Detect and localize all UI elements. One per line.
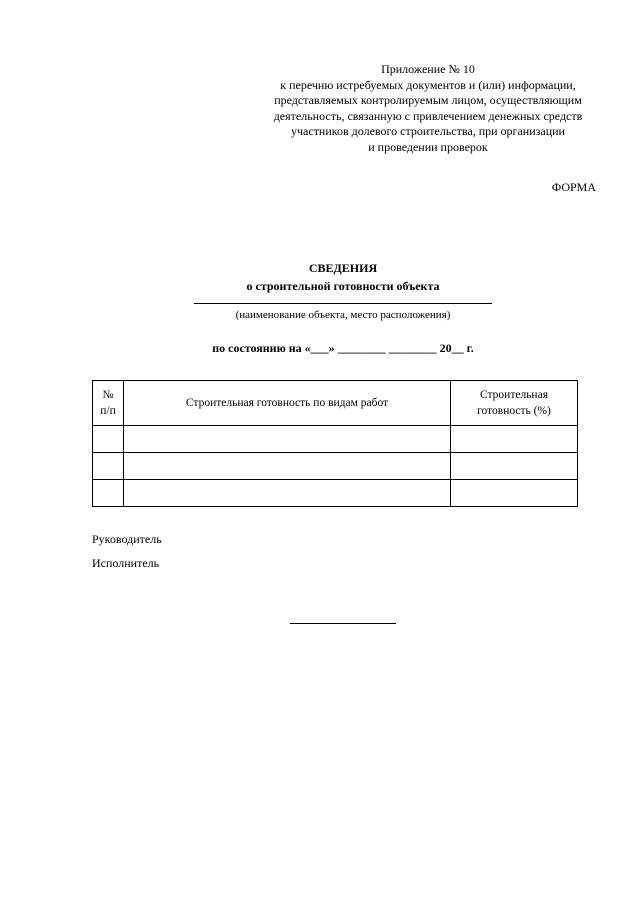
form-label: ФОРМА [551,180,596,194]
header-works: Строительная готовность по видам работ [124,381,451,426]
appendix-line: деятельность, связанную с привлечением денежных средств [273,108,583,123]
header-percent-line2: готовность (%) [477,405,551,417]
title-subheading: о строительной готовности объекта [246,279,440,293]
header-percent [451,381,578,426]
appendix-line: представляемых контролируемым лицом, осуществляющим [274,93,582,107]
appendix-header [240,62,616,155]
table-header-row [93,381,578,426]
cell-number [93,453,124,480]
cell-works [124,480,451,507]
cell-percent [451,480,578,507]
signature-line [290,623,396,624]
header-number-line2: п/п [100,405,116,417]
table-row [93,426,578,453]
table-row [93,453,578,480]
cell-works [124,453,451,480]
date-line: по состоянию на «___» ________ ________ 20__ г. [212,341,474,355]
table-row [93,480,578,507]
readiness-table [92,380,578,507]
appendix-line: и проведении проверок [368,139,488,154]
header-number [93,381,124,426]
signature-head-label: Руководитель [92,532,162,546]
header-percent-line1: Строительная [479,389,548,401]
appendix-line: к перечню истребуемых документов и (или) информации, [280,77,576,92]
title-heading: СВЕДЕНИЯ [308,261,378,275]
cell-percent [451,453,578,480]
appendix-line: Приложение № 10 [381,62,475,76]
cell-number [93,480,124,507]
cell-number [93,426,124,453]
signature-executor-label: Исполнитель [92,556,160,570]
cell-works [124,426,451,453]
cell-percent [451,426,578,453]
object-name-line [194,303,492,304]
appendix-line: участников долевого строительства, при организации [291,124,565,138]
object-name-caption: (наименование объекта, место расположения) [235,309,451,321]
document-title [0,259,640,295]
header-number-line1: № [102,389,114,401]
